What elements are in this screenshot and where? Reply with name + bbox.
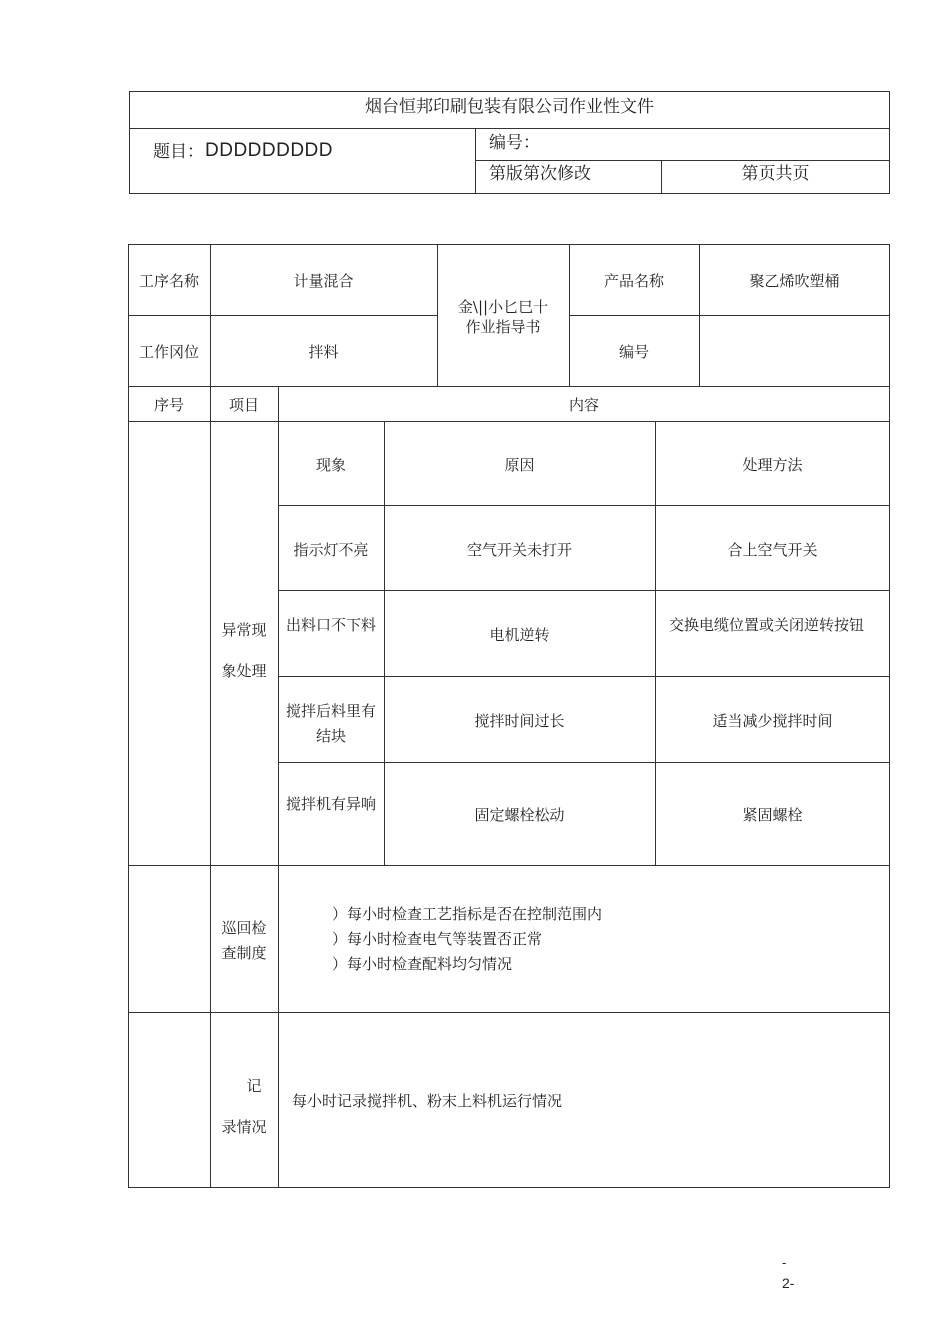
header-divider-v1	[475, 128, 476, 194]
abnormal-row-1-cause: 空气开关未打开	[466, 541, 572, 559]
section-divider-1	[128, 865, 890, 866]
revision-label: 第版第次修改	[489, 164, 591, 184]
abnormal-item-line1: 异常现	[221, 621, 267, 639]
doc-type-label: 作业指导书	[465, 318, 541, 336]
inspection-item-line1: 巡回检	[221, 919, 267, 937]
phenomenon-header: 现象	[315, 456, 346, 474]
header-divider-h2	[475, 160, 890, 161]
inspection-line-2: ）每小时检查电气等装置否正常	[332, 930, 543, 948]
footer-dash: -	[782, 1255, 787, 1270]
subject-label: 题目：	[153, 142, 204, 162]
section-divider-2	[128, 1012, 890, 1013]
post-value: 拌料	[308, 343, 339, 361]
col-divider-v1	[210, 386, 211, 1188]
abn-divider-h4	[278, 762, 890, 763]
abnormal-row-3-method: 适当减少搅拌时间	[712, 712, 833, 730]
abnormal-row-4-phenomenon: 搅拌机有异响	[286, 795, 377, 813]
process-name-label: 工序名称	[138, 272, 199, 290]
company-title: 烟台恒邦印刷包装有限公司作业性文件	[365, 97, 654, 117]
cause-header: 原因	[504, 456, 535, 474]
abn-divider-h1	[278, 505, 890, 506]
page-number: 2-	[782, 1275, 795, 1291]
page-count-label: 第页共页	[741, 164, 810, 184]
content-header: 内容	[568, 396, 599, 414]
info-number-label: 编号	[618, 343, 649, 361]
info-divider-h2	[128, 386, 890, 387]
record-item-line1: 记	[246, 1077, 262, 1095]
abnormal-row-4-cause: 固定螺栓松动	[474, 806, 565, 824]
doc-number-label: 编号：	[489, 133, 540, 153]
subject-value: DDDDDDDDD	[205, 140, 333, 161]
inspection-line-3: ）每小时检查配料均匀情况	[332, 955, 513, 973]
info-divider-h1-right	[569, 315, 890, 316]
header-divider-h1	[129, 128, 890, 129]
seq-header: 序号	[153, 396, 184, 414]
abnormal-row-4-method: 紧固螺栓	[742, 806, 803, 824]
inspection-item-line2: 查制度	[221, 944, 267, 962]
product-name-label: 产品名称	[603, 272, 664, 290]
abnormal-row-3-cause: 搅拌时间过长	[474, 712, 565, 730]
abnormal-row-2-phenomenon: 出料口不下料	[286, 616, 377, 634]
abn-divider-v2	[655, 421, 656, 865]
abnormal-item-line2: 象处理	[221, 662, 267, 680]
process-name-value: 计量混合	[293, 272, 354, 290]
abnormal-row-3-phenomenon: 搅拌后料里有结块	[286, 702, 377, 745]
info-divider-h1-left	[128, 315, 438, 316]
item-header: 项目	[228, 396, 259, 414]
record-item-line2: 录情况	[221, 1118, 267, 1136]
inspection-line-1: ）每小时检查工艺指标是否在控制范围内	[332, 905, 603, 923]
abnormal-row-1-method: 合上空气开关	[727, 541, 818, 559]
abn-divider-h2	[278, 590, 890, 591]
col-header-divider	[128, 421, 890, 422]
abn-divider-h3	[278, 676, 890, 677]
record-content: 每小时记录搅拌机、粉末上料机运行情况	[292, 1092, 563, 1110]
abnormal-row-2-method: 交换电缆位置或关闭逆转按钮	[669, 616, 865, 634]
product-name-value: 聚乙烯吹塑桶	[749, 272, 840, 290]
abnormal-row-1-phenomenon: 指示灯不亮	[293, 541, 369, 559]
post-label: 工作冈位	[138, 343, 199, 361]
col-divider-v2	[278, 386, 279, 1188]
garbled-text: 金\||小匕巳十	[457, 298, 549, 316]
method-header: 处理方法	[742, 456, 803, 474]
abnormal-row-2-cause: 电机逆转	[489, 626, 550, 644]
